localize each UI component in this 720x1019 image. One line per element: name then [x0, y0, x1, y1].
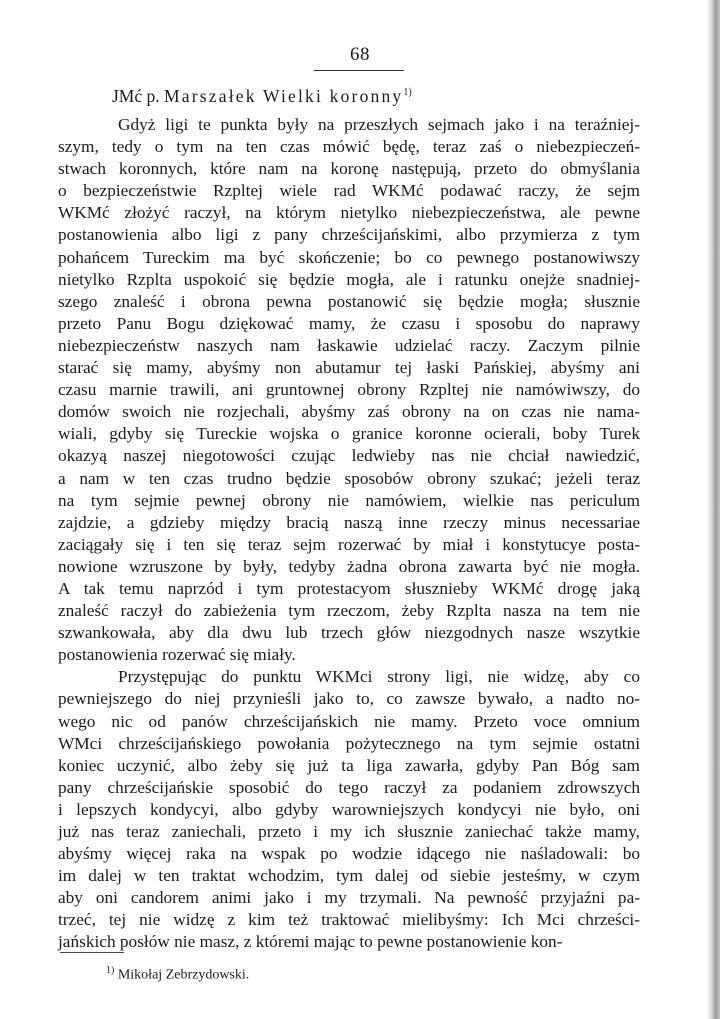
text-line: nietylko Rzplta uspokoić się będzie mogła, ale i ratunku onejże snadniej- [58, 269, 640, 289]
paragraph [58, 114, 640, 666]
heading-title: Marszałek Wielki koronny [164, 86, 404, 106]
text-line: koniec uczynić, albo żeby się już ta liga zawarła, gdyby Pan Bóg sam [58, 755, 640, 775]
text-line: WKMć złożyć raczył, na którym nietylko niebezpieczeństwa, ale pewne [58, 203, 640, 223]
text-line: pewniejszego do niej przynieśli jako to, co zawsze bywało, a nadto no- [58, 689, 640, 709]
text-line: pany chrześcijańskie sposobić do tego raczył za podaniem zdrowszych [58, 777, 640, 797]
text-line: i lepszych kondycyi, albo gdyby warowniejszych kondycyi nie było, oni [58, 799, 640, 819]
text-line: A tak temu naprzód i tym protestacyom słusznieby WKMć drogę jaką [58, 578, 640, 598]
text-line: okazyą naszej niegotowości czując ledwieby nas nie chciał nawiedzić, [58, 446, 640, 466]
text-line: znaleść raczył do zabieżenia tym rzeczom, żeby Rzplta nasza na tem nie [58, 601, 640, 621]
text-line: WMci chrześcijańskiego powołania pożytecznego na tym sejmie ostatni [58, 733, 640, 753]
text-line: na tym sejmie pewnej obrony nie namówiem, wielkie nas periculum [58, 490, 640, 510]
text-line: trzeć, tej nie widzę z kim też traktować mielibyśmy: Ich Mci chrześci- [58, 910, 640, 930]
footnote-reference: 1) [403, 87, 412, 99]
body-text [58, 114, 640, 954]
text-line: zajdzie, a gdzieby między bracią naszą inne rzeczy minus necessariae [58, 512, 640, 532]
text-line: aby oni candorem animi jako i my trzymali. Na pewność przyjaźni pa- [58, 888, 640, 908]
footnote [106, 965, 249, 984]
text-line: a nam w ten czas trudno będzie sposobów obrony szukać; jeżeli teraz [58, 468, 640, 488]
page-number: 68 [350, 44, 370, 65]
text-line: niebezpieczeństw naszych nam łaskawie udzielać raczy. Zaczym pilnie [58, 335, 640, 355]
footnote-marker: 1) [106, 965, 115, 976]
text-line: domów swoich nie rozjechali, abyśmy zaś obrony na on czas nie nama- [58, 402, 640, 422]
footnote-rule [60, 952, 124, 953]
scan-page-edge [706, 0, 720, 1019]
text-line: już nas teraz zaniechali, przeto i my ich słusznie zaniechać także mamy, [58, 822, 640, 841]
text-line: szym, tedy o tym na ten czas mówić będę, teraz zaś o niebezpieczeń- [58, 137, 640, 157]
paragraph [58, 666, 640, 953]
text-line: nowione wzruszone by były, tedyby żadna obrona zawarta być nie mogła. [58, 556, 640, 576]
text-line: o bezpieczeństwie Rzpltej wiele rad WKMć podawać raczy, że sejm [58, 181, 640, 201]
page-number-rule [314, 70, 404, 71]
text-line: abyśmy więcej raka na wspak po wodzie idącego nie naśladowali: bo [58, 844, 640, 864]
text-line: zaciągały się i ten się teraz sejm rozerwać by miał i konstytucye posta- [58, 534, 640, 554]
text-line: starać się mamy, abyśmy non abutamur tej łaski Pańskiej, abyśmy ani [58, 358, 640, 378]
text-line: czasu marnie trawili, ani gruntownej obrony Rzpltej nie namówiwszy, do [58, 380, 640, 400]
text-line: postanowienia albo ligi z pany chrześcijańskimi, albo przymierza z tym [58, 225, 640, 245]
footnote-text: Mikołaj Zebrzydowski. [117, 967, 250, 983]
text-line: jańskich posłów nie masz, z któremi mając to pewne postanowienie kon- [58, 932, 563, 952]
text-line: pohańcem Tureckim ma być skończenie; bo co pewnego postanowiwszy [58, 247, 640, 267]
text-line: Gdyż ligi te punkta były na przeszłych sejmach jako i na teraźniej- [118, 115, 640, 134]
speaker-heading [112, 86, 412, 107]
text-line: Przystępując do punktu WKMci strony ligi, nie widzę, aby co [118, 667, 640, 687]
text-line: szego znaleść i obrona pewna postanowić się będzie mogła; słusznie [58, 291, 640, 311]
text-line: wiali, gdyby się Tureckie wojska o granice koronne ocierali, boby Turek [58, 424, 640, 444]
text-line: wego nic od panów chrześcijańskich nie mamy. Przeto voce omnium [58, 711, 640, 731]
text-line: szwankowała, aby dla dwu lub trzech głów niezgodnych nasze wszytkie [58, 623, 640, 643]
text-line: postanowienia rozerwać się miały. [58, 645, 296, 665]
text-line: przeto Panu Bogu dziękować mamy, że czasu i sposobu do naprawy [58, 313, 640, 333]
text-line: stwach koronnych, które nam na koronę następują, przeto do obmyślania [58, 159, 640, 179]
text-line: im dalej w ten traktat wchodzim, tym dalej od siebie jesteśmy, w czym [58, 866, 640, 886]
heading-prefix: JMć p. [112, 86, 165, 106]
